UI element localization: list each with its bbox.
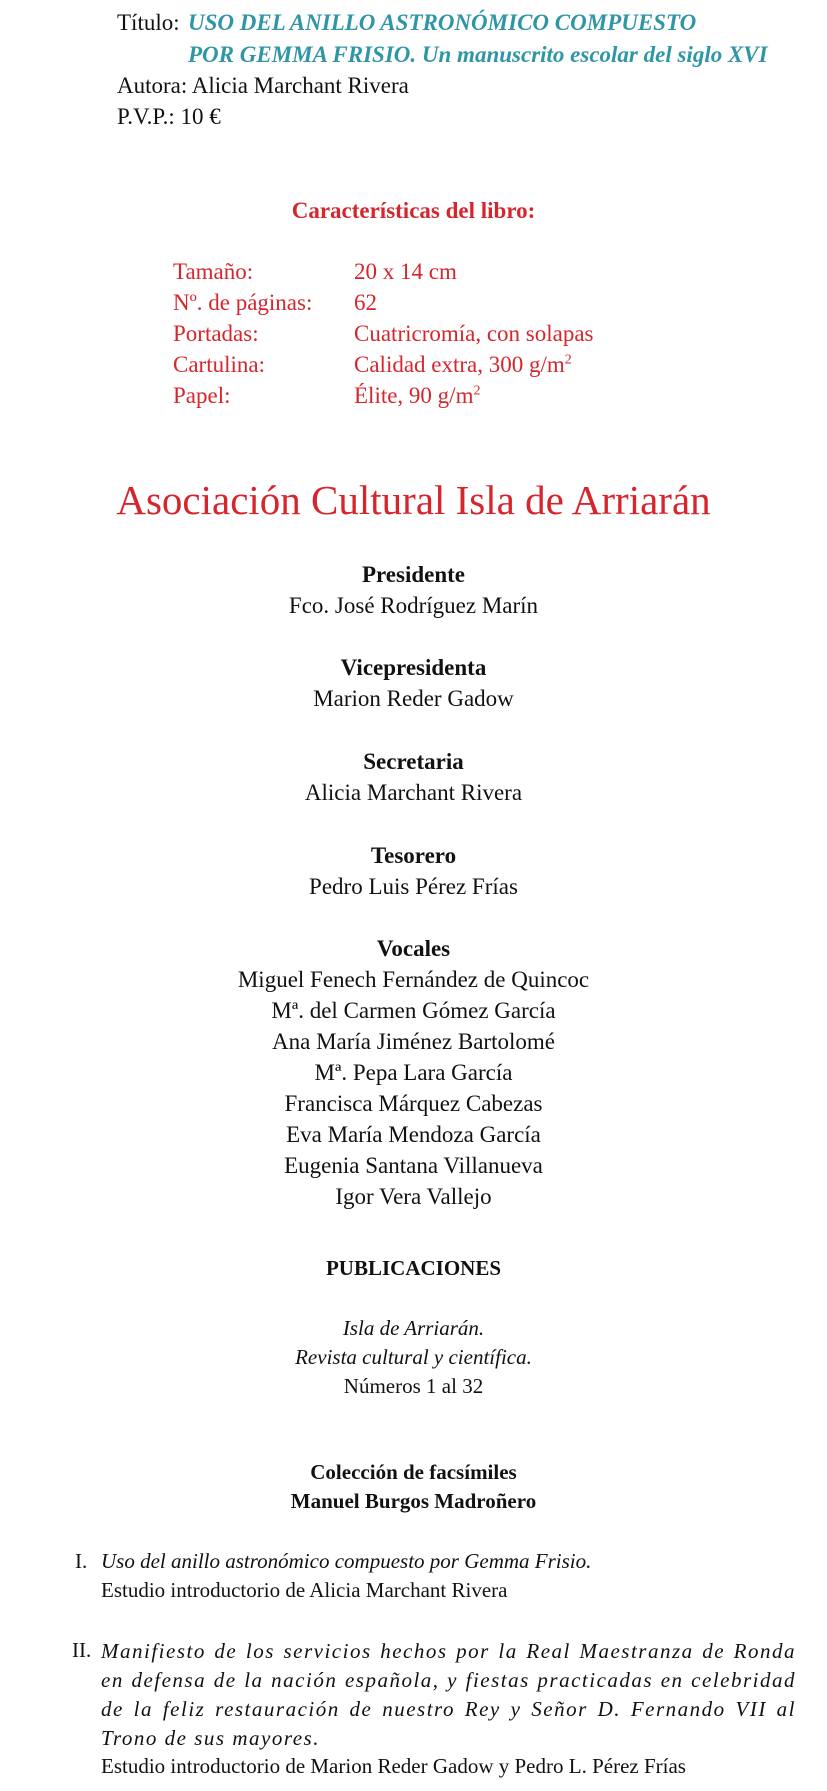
role-holder: Pedro Luis Pérez Frías bbox=[309, 874, 518, 899]
vocal-name: Ana María Jiménez Bartolomé bbox=[272, 1029, 555, 1054]
item-study: Estudio introductorio de Alicia Marchant Rivera bbox=[101, 1578, 508, 1602]
item-numeral: I. bbox=[75, 1549, 88, 1573]
role-title: Presidente bbox=[361, 562, 466, 587]
journal-issues: Números 1 al 32 bbox=[343, 1374, 484, 1398]
feature-value: Élite, 90 $g/m^2$ bbox=[354, 383, 481, 408]
feature-value: 62 bbox=[354, 290, 377, 315]
feature-label: Nº. de páginas: bbox=[173, 290, 313, 315]
book-title-line2: POR GEMMA FRISIO. Un manuscrito escolar del siglo XVI bbox=[188, 42, 768, 67]
vocal-name: Igor Vera Vallejo bbox=[335, 1184, 492, 1209]
feature-value: 20 x 14 cm bbox=[354, 259, 457, 284]
item-numeral: II. bbox=[72, 1638, 92, 1662]
role-title: Vicepresidenta bbox=[340, 655, 487, 680]
item-title: Manifiesto de los servicios hechos por la Real Maestranza de Ronda en defensa de la nación española, y fiestas practicadas en celebridad de la feliz restauración de nuestro Rey y Señor D. Fernando VII al Trono de sus mayores. bbox=[101, 1639, 796, 1750]
vocal-name: Eugenia Santana Villanueva bbox=[284, 1153, 543, 1178]
journal-subtitle: Revista cultural y científica. bbox=[295, 1345, 532, 1369]
features-heading: Características del libro: bbox=[291, 198, 536, 223]
item-study: Estudio introductorio de Marion Reder Gadow y Pedro L. Pérez Frías bbox=[101, 1754, 686, 1778]
item-title: Uso del anillo astronómico compuesto por Gemma Frisio. bbox=[101, 1549, 592, 1573]
vocales-heading: Vocales bbox=[376, 936, 451, 961]
role-title: Tesorero bbox=[370, 843, 457, 868]
vocal-name: Miguel Fenech Fernández de Quincoc bbox=[237, 967, 590, 992]
feature-label: Cartulina: bbox=[173, 352, 265, 377]
collection-title: Colección de facsímiles bbox=[310, 1460, 517, 1484]
feature-value: Calidad extra, 300 $g/m^2$ bbox=[354, 352, 572, 377]
feature-label: Tamaño: bbox=[173, 259, 254, 284]
book-author: Autora: Alicia Marchant Rivera bbox=[117, 73, 409, 98]
book-price: P.V.P.: 10 € bbox=[117, 104, 221, 129]
vocal-name: Francisca Márquez Cabezas bbox=[284, 1091, 543, 1116]
vocal-name: Eva María Mendoza García bbox=[286, 1122, 541, 1147]
journal-title: Isla de Arriarán. bbox=[342, 1316, 485, 1340]
publications-heading: PUBLICACIONES bbox=[325, 1256, 502, 1280]
collection-author: Manuel Burgos Madroñero bbox=[290, 1489, 537, 1513]
book-title-line1: USO DEL ANILLO ASTRONÓMICO COMPUESTO bbox=[188, 10, 697, 35]
role-holder: Fco. José Rodríguez Marín bbox=[288, 593, 539, 618]
feature-value: Cuatricromía, con solapas bbox=[354, 321, 594, 346]
vocal-name: Mª. Pepa Lara García bbox=[314, 1060, 513, 1085]
role-title: Secretaria bbox=[363, 749, 464, 774]
association-name: Asociación Cultural Isla de Arriarán bbox=[116, 477, 711, 523]
feature-label: Portadas: bbox=[173, 321, 259, 346]
role-holder: Alicia Marchant Rivera bbox=[304, 780, 523, 805]
role-holder: Marion Reder Gadow bbox=[313, 686, 514, 711]
feature-label: Papel: bbox=[173, 383, 231, 408]
vocal-name: Mª. del Carmen Gómez García bbox=[271, 998, 556, 1023]
title-label: Título: bbox=[117, 10, 180, 35]
